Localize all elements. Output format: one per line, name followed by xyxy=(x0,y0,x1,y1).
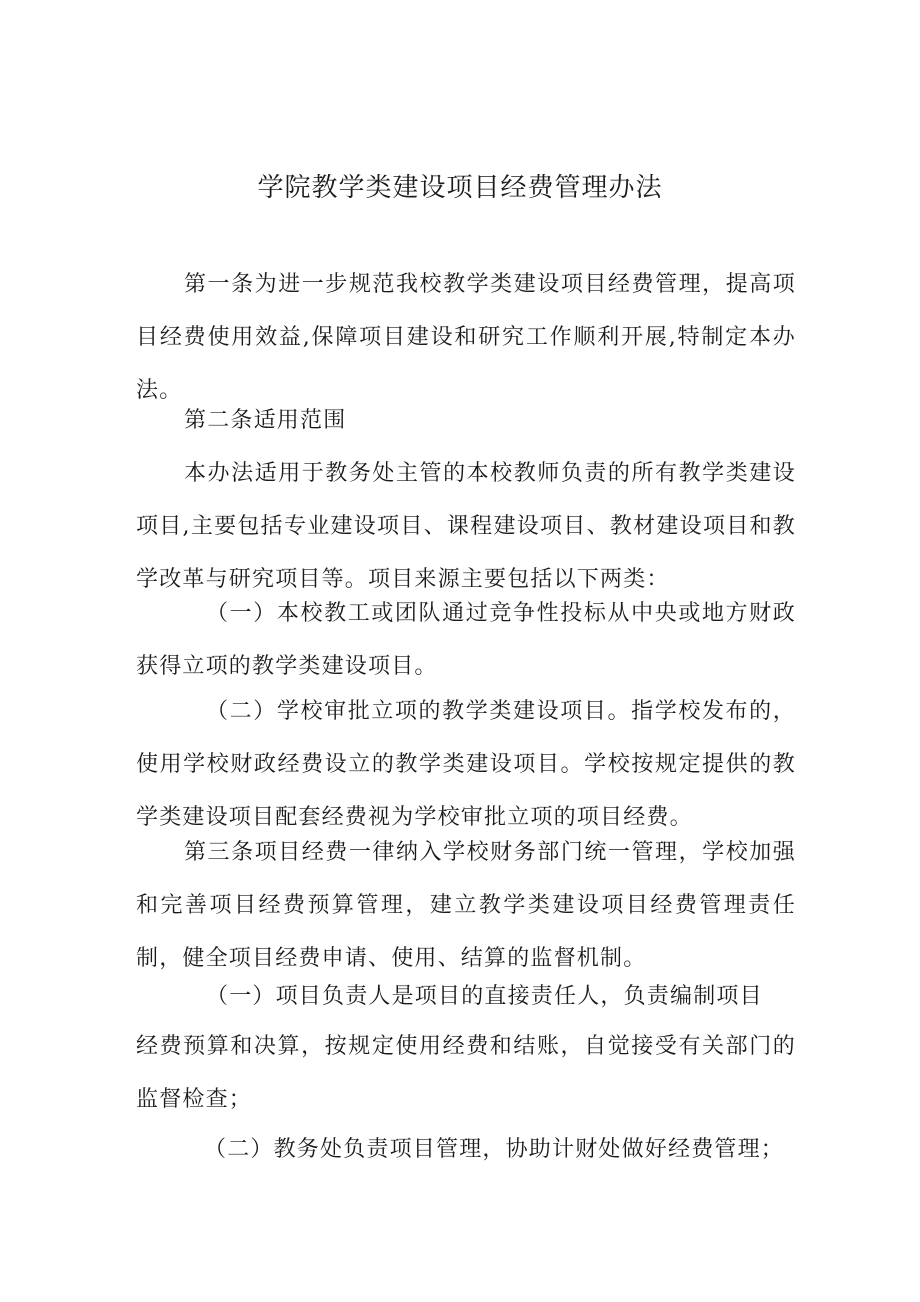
article-3-paragraph: 第三条项目经费一律纳入学校财务部门统一管理，学校加强和完善项目经费预算管理，建立教学类建设项目经费管理责任制，健全项目经费申请、使用、结算的监督机制。 xyxy=(136,840,796,971)
responsibility-item-1-line-1: （一）项目负责人是项目的直接责任人，负责编制项目 xyxy=(206,984,763,1009)
scope-item-2: （二）学校审批立项的教学类建设项目。指学校发布的，使用学校财政经费设立的教学类建设项目。学校按规定提供的教学类建设项目配套经费视为学校审批立项的项目经费。 xyxy=(136,699,796,830)
responsibility-item-1-continuation: 经费预算和决算，按规定使用经费和结账，自觉接受有关部门的监督检查； xyxy=(136,1034,796,1112)
scope-paragraph: 本办法适用于教务处主管的本校教师负责的所有教学类建设项目,主要包括专业建设项目、课程建设项目、教材建设项目和教学改革与研究项目等。项目来源主要包括以下两类： xyxy=(136,461,796,592)
article-2-heading: 第二条适用范围 xyxy=(184,408,347,433)
document-title: 学院教学类建设项目经费管理办法 xyxy=(257,173,663,203)
article-1-paragraph: 第一条为进一步规范我校教学类建设项目经费管理，提高项目经费使用效益,保障项目建设和研究工作顺利开展,特制定本办法。 xyxy=(136,272,796,403)
responsibility-item-2: （二）教务处负责项目管理，协助计财处做好经费管理； xyxy=(204,1137,785,1162)
scope-item-1: （一）本校教工或团队通过竞争性投标从中央或地方财政获得立项的教学类建设项目。 xyxy=(136,601,796,679)
